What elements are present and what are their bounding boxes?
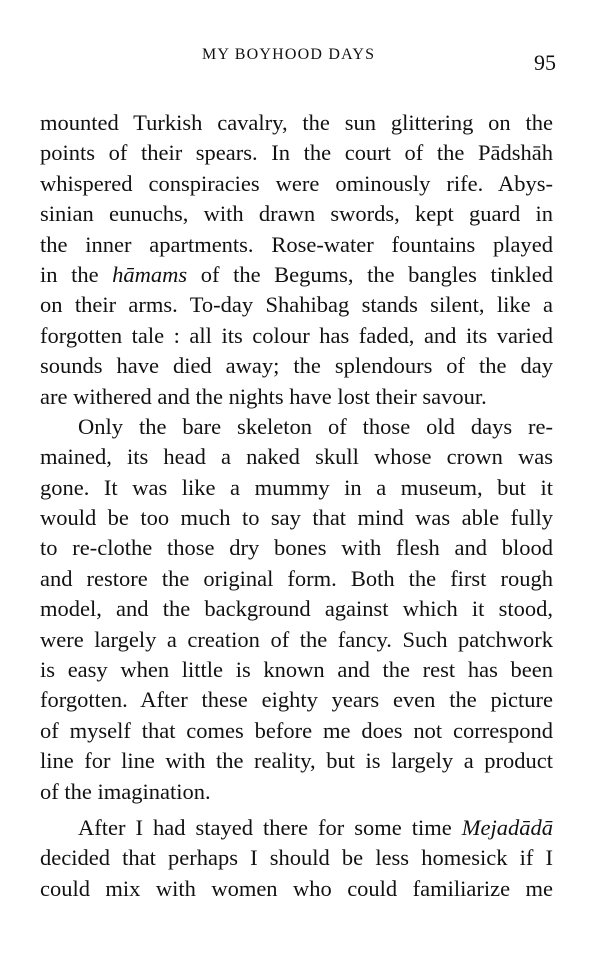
body-text — [40, 108, 553, 904]
text-segment: in the — [40, 261, 113, 287]
text-line: the inner apartments. Rose-water fountains played — [40, 231, 553, 257]
text-line — [40, 813, 553, 843]
page-number: 95 — [534, 50, 556, 75]
text-line: to re-clothe those dry bones with flesh and blood — [40, 535, 553, 561]
text-line: forgotten tale : all its colour has faded, and its varied — [40, 322, 553, 348]
text-line: mained, its head a naked skull whose crown was — [40, 444, 553, 470]
text-line: Only the bare skeleton of those old days re- — [78, 413, 553, 439]
text-line — [40, 260, 553, 290]
text-line: points of their spears. In the court of the Pādshāh — [40, 140, 553, 166]
text-line: on their arms. To-day Shahibag stands silent, like a — [40, 292, 553, 318]
text-line: were largely a creation of the fancy. Such patchwork — [40, 626, 553, 652]
text-line: of myself that comes before me does not correspond — [40, 717, 553, 743]
text-line: and restore the original form. Both the first rough — [40, 565, 553, 591]
running-head-title: MY BOYHOOD DAYS — [202, 46, 376, 63]
text-line: line for line with the reality, but is largely a product — [40, 748, 553, 774]
italic-term: hāmams — [112, 261, 188, 287]
text-line: decided that perhaps I should be less homesick if I — [40, 845, 553, 871]
text-line: sounds have died away; the splendours of the day — [40, 353, 553, 379]
text-line: could mix with women who could familiarize me — [40, 875, 553, 901]
text-line: forgotten. After these eighty years even the picture — [40, 687, 553, 713]
text-line: whispered conspiracies were ominously rife. Abys- — [40, 170, 553, 196]
text-line: sinian eunuchs, with drawn swords, kept guard in — [40, 201, 553, 227]
text-line: of the imagination. — [40, 778, 211, 804]
italic-name: Mejadādā — [461, 814, 553, 840]
text-line: would be too much to say that mind was able fully — [40, 505, 553, 531]
text-line: are withered and the nights have lost their savour. — [40, 383, 487, 409]
text-segment: After I had stayed there for some time — [78, 814, 462, 840]
text-line: gone. It was like a mummy in a museum, but it — [40, 474, 553, 500]
text-line: model, and the background against which it stood, — [40, 596, 553, 622]
text-line: is easy when little is known and the rest has been — [40, 657, 553, 683]
text-line: mounted Turkish cavalry, the sun glittering on the — [40, 110, 553, 135]
text-segment: of the Begums, the bangles tinkled — [187, 261, 553, 287]
